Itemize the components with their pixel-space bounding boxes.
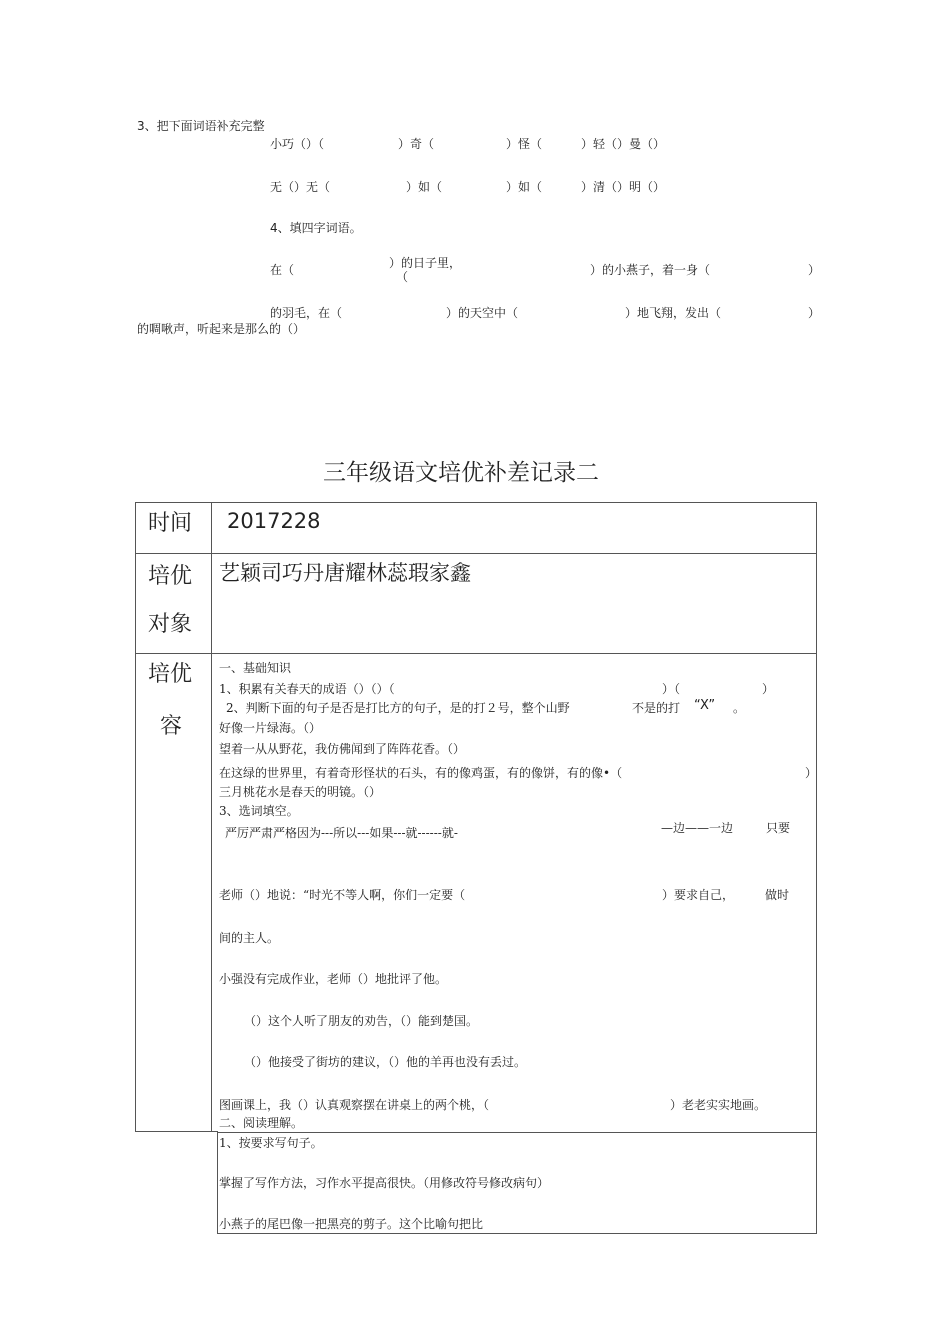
fill-1-part3: 做时 — [765, 888, 790, 902]
sentence-4: 三月桃花水是春天的明镜。（） — [219, 785, 382, 799]
q3-row1-part1: 小巧（）（ — [270, 137, 325, 151]
q3-row1-part3: ）怪（ — [506, 137, 543, 151]
box-border-right — [816, 1132, 817, 1234]
q4-row1-part2: ）的日子里， — [389, 256, 462, 270]
time-label: 时间 — [148, 511, 193, 536]
table-column-divider — [211, 502, 212, 1132]
box-border-top — [217, 1132, 817, 1133]
word-options-3: 只要 — [766, 821, 791, 835]
q4-row2-part1: 的羽毛，在（ — [270, 306, 343, 320]
content-label-line1: 培优 — [148, 662, 193, 687]
box-border-left — [217, 1132, 218, 1234]
q3-row2-part3: ）如（ — [506, 180, 543, 194]
q4-heading: 4、填四字词语。 — [270, 221, 362, 235]
fill-1-cont: 间的主人。 — [219, 931, 280, 945]
q3-row2-part4: ）清（）明（） — [581, 180, 666, 194]
q1-idioms: 1、积累有关春天的成语（）（）（ — [219, 682, 395, 696]
q3-row1-part2: ）奇（ — [398, 137, 435, 151]
sentence-3: 在这绿的世界里，有着奇形怪状的石头，有的像鸡蛋，有的像饼，有的像•（ — [219, 766, 623, 780]
target-label-line1: 培优 — [148, 564, 193, 589]
table-border-right — [816, 502, 817, 1132]
box-border-bottom — [217, 1233, 817, 1234]
section-reading: 二、阅读理解。 — [219, 1116, 304, 1130]
table-border-bottom-left — [135, 1131, 218, 1132]
table-border-top — [135, 502, 817, 503]
q4-row1-part3: （ — [396, 270, 409, 284]
q3-heading: 3、把下面词语补充完整 — [137, 119, 265, 133]
q4-row1-part4: ）的小燕子，着一身（ — [590, 263, 711, 277]
sentence-3-end: ） — [805, 766, 818, 780]
q1-idioms-blank: ）（ — [662, 682, 681, 696]
fill-5-end: ）老老实实地画。 — [670, 1098, 767, 1112]
target-label-line2: 对象 — [148, 612, 193, 637]
record-title: 三年级语文培优补差记录二 — [323, 460, 599, 486]
edit-sentence: 掌握了写作方法，习作水平提高很快。（用修改符号修改病句） — [219, 1176, 550, 1190]
table-divider-1 — [135, 553, 817, 554]
fill-1-part2: ）要求自己， — [662, 888, 735, 902]
fill-2: 小强没有完成作业，老师（）地批评了他。 — [219, 972, 448, 986]
table-divider-2 — [135, 653, 817, 654]
q4-row2-part4: ） — [808, 306, 821, 320]
q4-row2-part3: ）地飞翔，发出（ — [625, 306, 722, 320]
q3-row1-part4: ）轻（）曼（） — [581, 137, 666, 151]
write-sentences: 1、按要求写句子。 — [219, 1136, 323, 1150]
sentence-2: 望着一从从野花，我仿佛闻到了阵阵花香。（） — [219, 742, 466, 756]
content-label-line2: 容 — [160, 714, 183, 739]
q4-row2-part2: ）的天空中（ — [446, 306, 519, 320]
fill-3: （）这个人听了朋友的劝告，（）能到楚国。 — [244, 1014, 479, 1028]
target-students: 艺颖司巧丹唐耀林蕊瑕家鑫 — [219, 561, 471, 585]
word-options-2: —边——一边 — [661, 821, 734, 835]
sentence-1: 好像一片绿海。（） — [219, 721, 322, 735]
q1-idioms-end: ） — [762, 682, 775, 696]
q4-row3: 的啁啾声，听起来是那么的（） — [137, 322, 306, 336]
q4-row1-part5: ） — [808, 263, 821, 277]
fill-1: 老师（）地说：“时光不等人啊，你们一定要（ — [219, 888, 466, 902]
q2-judge-part2: 不是的打 — [632, 701, 681, 715]
q4-row1-part1: 在（ — [270, 263, 295, 277]
table-border-left — [135, 502, 136, 1132]
q3-row2-part1: 无（）无（ — [270, 180, 331, 194]
fill-4: （）他接受了街坊的建议，（）他的羊再也没有丢过。 — [244, 1055, 527, 1069]
time-value: 2017228 — [227, 509, 321, 533]
q2-judge-end: 。 — [733, 701, 746, 715]
fill-5: 图画课上，我（）认真观察摆在讲桌上的两个桃，（ — [219, 1098, 490, 1112]
q2-judge-mark: “X” — [694, 698, 716, 713]
q2-judge: 2、判断下面的句子是否是打比方的句子，是的打２号，整个山野 — [226, 701, 570, 715]
word-options: 严厉严肃严格因为---所以---如果---就------就- — [225, 826, 458, 840]
metaphor-sentence: 小燕子的尾巴像一把黑亮的剪子。这个比喻句把比 — [219, 1217, 484, 1231]
q3-row2-part2: ）如（ — [406, 180, 443, 194]
q3-word-choice: 3、选词填空。 — [219, 804, 299, 818]
section-basic-knowledge: 一、基础知识 — [219, 661, 292, 675]
